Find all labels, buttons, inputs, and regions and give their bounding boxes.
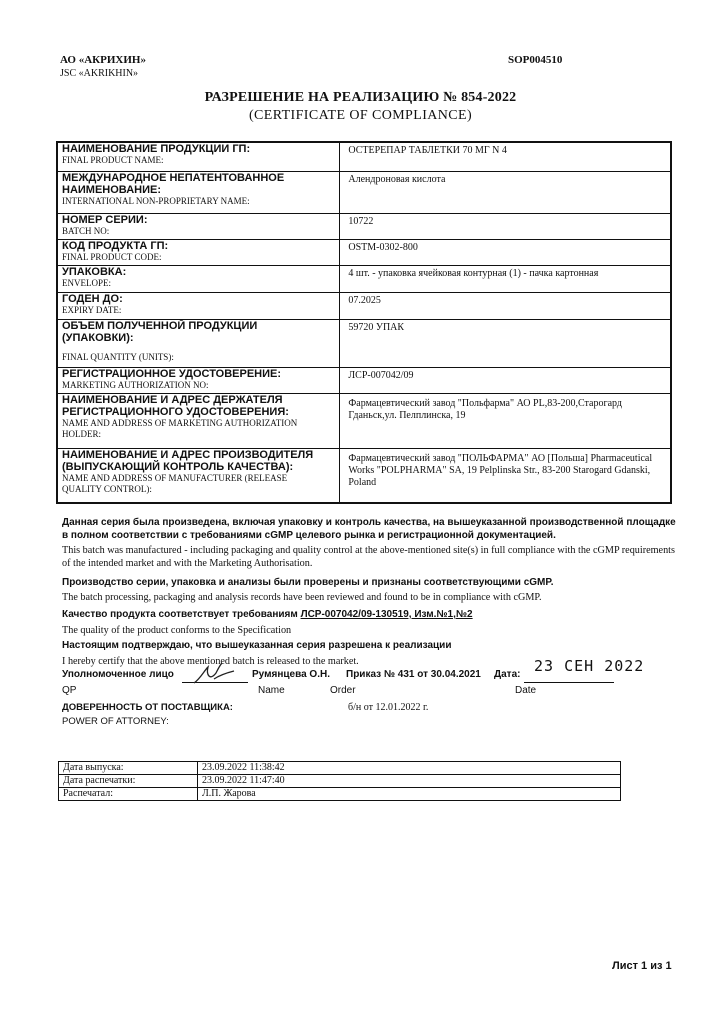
field-label-en: NAME AND ADDRESS OF MARKETING AUTHORIZATION HOLDER: <box>62 417 298 439</box>
document-code: SOP004510 <box>508 54 563 66</box>
table-row <box>59 762 621 775</box>
power-of-attorney-value: б/н от 12.01.2022 г. <box>348 702 429 713</box>
signature-mark <box>190 661 240 689</box>
product-details-table <box>56 141 672 504</box>
field-label-ru: МЕЖДУНАРОДНОЕ НЕПАТЕНТОВАННОЕ НАИМЕНОВАНИЕ: <box>62 171 285 196</box>
field-value: 4 шт. - упаковка ячейковая контурная (1) - пачка картонная <box>340 265 671 292</box>
date-label: Дата: <box>494 669 521 680</box>
date-label-en: Date <box>515 685 537 696</box>
print-info-value: Л.П. Жарова <box>198 788 621 801</box>
table-row <box>57 292 671 319</box>
field-label-ru: ГОДЕН ДО: <box>62 292 123 305</box>
print-info-table <box>58 761 621 801</box>
field-label-ru: НАИМЕНОВАНИЕ И АДРЕС ПРОИЗВОДИТЕЛЯ (ВЫПУСКАЮЩИЙ КОНТРОЛЬ КАЧЕСТВА): <box>62 448 314 473</box>
order-label-en: Order <box>330 685 356 696</box>
document-title: РАЗРЕШЕНИЕ НА РЕАЛИЗАЦИЮ № 854-2022 <box>204 90 517 105</box>
field-value: ОСТЕРЕПАР ТАБЛЕТКИ 70 МГ N 4 <box>348 145 507 156</box>
field-label-en: EXPIRY DATE: <box>62 304 122 315</box>
qp-label-en: QP <box>62 685 77 696</box>
qp-label-ru: Уполномоченное лицо <box>62 669 174 680</box>
field-value: OSTM-0302-800 <box>340 239 671 265</box>
field-label-en: INTERNATIONAL NON-PROPRIETARY NAME: <box>62 195 250 206</box>
field-value: Фармацевтический завод "ПОЛЬФАРМА" АО [Польша] Pharmaceutical Works "POLPHARMA" SA, 19 Pelplinska Str., 83-200 Starogard Gdanski, Poland <box>340 448 671 503</box>
field-label-en: FINAL PRODUCT NAME: <box>62 155 164 165</box>
field-value: Фармацевтический завод "Польфарма" АО PL,83-200,Старогард Гданьск,ул. Пелплинска, 19 <box>340 393 671 448</box>
table-row <box>57 142 671 171</box>
field-label-ru: НОМЕР СЕРИИ: <box>62 213 148 226</box>
table-row <box>57 213 671 239</box>
field-label-en: MARKETING AUTHORIZATION NO: <box>62 379 209 390</box>
statement-release-ru: Настоящим подтверждаю, что вышеуказанная серия разрешена к реализации <box>62 640 452 651</box>
print-info-key: Дата распечатки: <box>59 775 198 788</box>
field-label-ru: КОД ПРОДУКТА ГП: <box>62 239 169 252</box>
company-name-en: JSC «AKRIKHIN» <box>60 68 139 79</box>
table-row <box>57 448 671 503</box>
table-row <box>57 393 671 448</box>
field-value: 59720 УПАК <box>340 319 671 367</box>
statement-manufacture-ru: Данная серия была произведена, включая упаковку и контроль качества, на вышеуказанной производственной площадке в полном соответствии с требованиями cGMP целевого рынка и регистрационной документацией. <box>62 517 676 541</box>
qp-name: Румянцева О.Н. <box>252 669 330 680</box>
power-of-attorney-label-ru: ДОВЕРЕННОСТЬ ОТ ПОСТАВЩИКА: <box>62 702 233 713</box>
statement-quality-ru <box>62 608 678 621</box>
name-label-en: Name <box>258 685 285 696</box>
table-row <box>57 319 671 367</box>
page-number: Лист 1 из 1 <box>612 960 672 972</box>
field-value: 10722 <box>340 213 671 239</box>
quality-reference: ЛСР-007042/09-130519, Изм.№1,№2 <box>300 609 473 620</box>
table-row <box>57 265 671 292</box>
document-subtitle: (CERTIFICATE OF COMPLIANCE) <box>248 108 473 123</box>
field-value: 07.2025 <box>340 292 671 319</box>
table-row <box>57 367 671 393</box>
release-date-stamp: 23 СЕН 2022 <box>534 657 645 675</box>
field-value: Алендроновая кислота <box>340 171 671 213</box>
field-value: ЛСР-007042/09 <box>340 367 671 393</box>
field-label-ru: НАИМЕНОВАНИЕ ПРОДУКЦИИ ГП: <box>62 143 251 155</box>
table-row <box>57 239 671 265</box>
field-label-ru: УПАКОВКА: <box>62 265 127 278</box>
print-info-key: Распечатал: <box>59 788 198 801</box>
field-label-ru: РЕГИСТРАЦИОННОЕ УДОСТОВЕРЕНИЕ: <box>62 367 282 380</box>
field-label-en: NAME AND ADDRESS OF MANUFACTURER (RELEASE QUALITY CONTROL): <box>62 472 288 494</box>
table-row <box>57 171 671 213</box>
table-row <box>59 775 621 788</box>
qp-order: Приказ № 431 от 30.04.2021 <box>346 669 481 680</box>
print-info-key: Дата выпуска: <box>59 762 198 775</box>
field-label-en: ENVELOPE: <box>62 277 111 288</box>
statement-quality-en: The quality of the product conforms to the Specification <box>62 625 292 636</box>
field-label-en: BATCH NO: <box>62 225 110 236</box>
statement-gmp-ru: Производство серии, упаковка и анализы были проверены и признаны соответствующими cGMP. <box>62 577 554 588</box>
table-row <box>59 788 621 801</box>
quality-prefix: Качество продукта соответствует требованиям <box>62 609 298 620</box>
field-label-en: FINAL PRODUCT CODE: <box>62 251 162 262</box>
statement-release-en: I hereby certify that the above mentioned batch is released to the market. <box>62 656 359 667</box>
statement-manufacture-en: This batch was manufactured - including packaging and quality control at the above-mentioned site(s) in full compliance with the cGMP requirements of the intended market and with the Marketing Authorisation. <box>62 545 675 569</box>
print-info-value: 23.09.2022 11:47:40 <box>198 775 621 788</box>
field-label-en: FINAL QUANTITY (UNITS): <box>62 351 174 362</box>
statement-gmp-en: The batch processing, packaging and analysis records have been reviewed and found to be in compliance with cGMP. <box>62 592 542 603</box>
company-name-ru: АО «АКРИХИН» <box>60 54 146 66</box>
power-of-attorney-label-en: POWER OF ATTORNEY: <box>62 716 169 727</box>
field-label-ru: ОБЪЕМ ПОЛУЧЕННОЙ ПРОДУКЦИИ (УПАКОВКИ): <box>62 319 258 344</box>
field-label-ru: НАИМЕНОВАНИЕ И АДРЕС ДЕРЖАТЕЛЯ РЕГИСТРАЦИОННОГО УДОСТОВЕРЕНИЯ: <box>62 393 289 418</box>
print-info-value: 23.09.2022 11:38:42 <box>198 762 621 775</box>
